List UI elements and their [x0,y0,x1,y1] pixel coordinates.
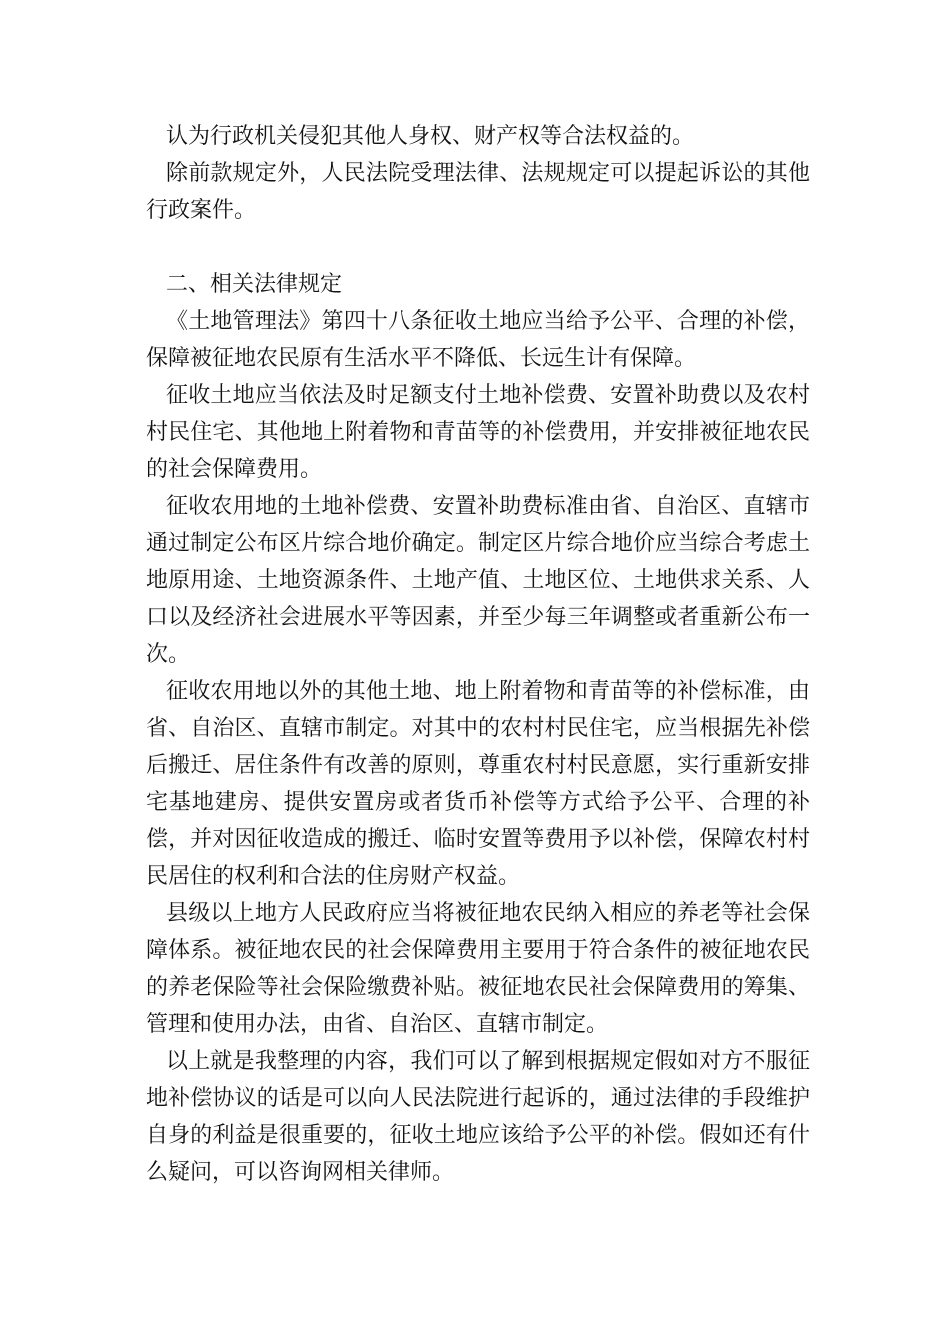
paragraph-conclusion: 以上就是我整理的内容，我们可以了解到根据规定假如对方不服征地补偿协议的话是可以向人民法院进行起诉的，通过法律的手段维护自身的利益是很重要的，征收土地应该给予公平的补偿。假如还有什么疑问，可以咨询网相关律师。 [146,1049,810,1185]
paragraph-compensation-payment: 征收土地应当依法及时足额支付土地补偿费、安置补助费以及农村村民住宅、其他地上附着物和青苗等的补偿费用，并安排被征地农民的社会保障费用。 [146,383,810,482]
document-body [146,118,810,1191]
section-spacer [146,229,810,266]
paragraph-farmland-standard: 征收农用地的土地补偿费、安置补助费标准由省、自治区、直辖市通过制定公布区片综合地价确定。制定区片综合地价应当综合考虑土地原用途、土地资源条件、土地产值、土地区位、土地供求关系、人口以及经济社会进展水平等因素，并至少每三年调整或者重新公布一次。 [146,494,810,667]
section-heading: 二、相关法律规定 [166,272,343,297]
paragraph-other-land-standard: 征收农用地以外的其他土地、地上附着物和青苗等的补偿标准，由省、自治区、直辖市制定。对其中的农村村民住宅，应当根据先补偿后搬迁、居住条件有改善的原则，尊重农村村民意愿，实行重新安排宅基地建房、提供安置房或者货币补偿等方式给予公平、合理的补偿，并对因征收造成的搬迁、临时安置等费用予以补偿，保障农村村民居住的权利和合法的住房财产权益。 [146,679,810,889]
paragraph-social-security: 县级以上地方人民政府应当将被征地农民纳入相应的养老等社会保障体系。被征地农民的社会保障费用主要用于符合条件的被征地农民的养老保险等社会保险缴费补贴。被征地农民社会保障费用的筹集、管理和使用办法，由省、自治区、直辖市制定。 [146,901,810,1037]
paragraph-law-article: 《土地管理法》第四十八条征收土地应当给予公平、合理的补偿，保障被征地农民原有生活水平不降低、长远生计有保障。 [146,309,810,371]
paragraph-other-cases: 除前款规定外，人民法院受理法律、法规规定可以提起诉讼的其他行政案件。 [146,161,810,223]
paragraph-continued: 认为行政机关侵犯其他人身权、财产权等合法权益的。 [166,124,695,149]
